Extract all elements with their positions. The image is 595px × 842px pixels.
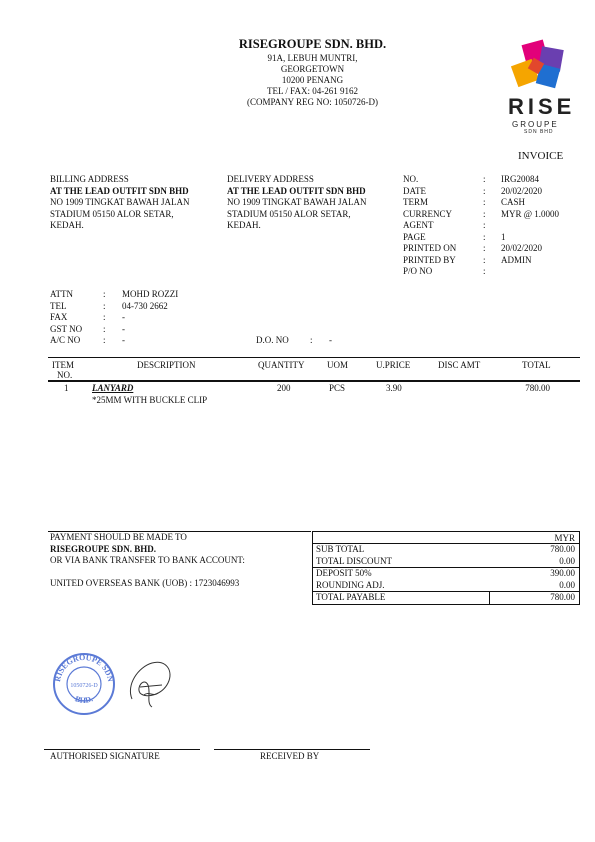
table-top-rule (48, 357, 580, 358)
handwritten-signature (118, 655, 178, 710)
meta-label: PAGE (403, 231, 426, 242)
billing-line-2: STADIUM 05150 ALOR SETAR, (50, 208, 174, 219)
cell-uom: PCS (329, 383, 346, 393)
contact-label: FAX (50, 312, 68, 322)
delivery-line-3: KEDAH. (227, 220, 261, 230)
rounding-label: ROUNDING ADJ. (316, 580, 385, 590)
meta-colon: : (483, 231, 486, 242)
subtotal-value: 780.00 (550, 544, 575, 554)
meta-value: CASH (501, 197, 526, 207)
meta-colon: : (483, 243, 486, 253)
cell-quantity: 200 (277, 383, 291, 393)
col-header-uom: UOM (327, 360, 349, 370)
meta-colon: : (483, 185, 486, 196)
authorised-signature-label: AUTHORISED SIGNATURE (50, 751, 160, 761)
col-header-quantity: QUANTITY (258, 360, 305, 370)
contact-row (50, 301, 210, 313)
contact-value: - (122, 323, 125, 334)
total-discount-label: TOTAL DISCOUNT (316, 556, 393, 566)
payment-bank: UNITED OVERSEAS BANK (UOB) : 1723046993 (50, 578, 240, 588)
meta-colon: : (483, 266, 486, 276)
contact-row (50, 312, 210, 324)
contact-label: TEL (50, 300, 67, 311)
totals-currency: MYR (554, 533, 575, 543)
contact-colon: : (103, 335, 106, 345)
payment-info (50, 532, 245, 590)
delivery-heading: DELIVERY ADDRESS (227, 174, 314, 184)
company-stamp (52, 652, 116, 716)
payment-company: RISEGROUPE SDN. BHD. (50, 543, 157, 554)
meta-label: PRINTED ON (403, 243, 457, 253)
col-header-disc: DISC AMT (438, 360, 481, 370)
contact-row (50, 335, 210, 347)
meta-value: ADMIN (501, 254, 532, 265)
meta-colon: : (483, 208, 486, 219)
meta-row (403, 209, 583, 221)
col-header-item-no: NO. (57, 370, 73, 380)
meta-value: MYR @ 1.0000 (501, 208, 560, 219)
received-by-label: RECEIVED BY (260, 751, 320, 761)
total-discount-value: 0.00 (559, 556, 575, 566)
meta-row (403, 255, 583, 267)
contact-colon: : (103, 289, 106, 299)
col-header-description: DESCRIPTION (137, 360, 196, 370)
contact-row (50, 324, 210, 336)
contact-label: GST NO (50, 323, 83, 334)
totals-box (312, 531, 580, 605)
meta-row (403, 186, 583, 198)
do-label: D.O. NO (256, 335, 289, 345)
cell-description: LANYARD (92, 383, 134, 393)
document-type: INVOICE (518, 150, 564, 162)
svg-text:RISEGROUPE SDN (53, 653, 115, 683)
meta-row (403, 197, 583, 209)
meta-row (403, 232, 583, 244)
deposit-label: DEPOSIT 50% (316, 568, 372, 578)
company-logo (500, 38, 580, 138)
delivery-name: AT THE LEAD OUTFIT SDN BHD (227, 185, 366, 196)
payment-line-1: PAYMENT SHOULD BE MADE TO (50, 532, 187, 542)
contact-label: ATTN (50, 289, 73, 299)
svg-text:BHD. (74, 694, 94, 705)
stamp-top-text: RISEGROUPE SDN (53, 652, 115, 683)
contact-value: - (122, 312, 125, 322)
contact-colon: : (103, 312, 106, 322)
contact-label: A/C NO (50, 335, 81, 345)
do-value: - (329, 335, 332, 345)
stamp-center-text: 1050726-D (70, 683, 98, 689)
contact-colon: : (103, 323, 106, 334)
table-header-rule (48, 380, 580, 382)
col-header-item: ITEM (52, 360, 74, 370)
meta-value: IRG20084 (501, 174, 539, 184)
billing-line-1: NO 1909 TINGKAT BAWAH JALAN (50, 197, 190, 207)
billing-address (50, 174, 189, 232)
meta-value: 20/02/2020 (501, 243, 543, 253)
cell-uprice: 3.90 (386, 383, 402, 393)
meta-row (403, 174, 583, 186)
total-payable-value: 780.00 (550, 592, 575, 602)
totals-payable-divider (489, 591, 490, 604)
contact-colon: : (103, 300, 106, 311)
logo-mark-icon (500, 38, 580, 100)
meta-row (403, 243, 583, 255)
meta-label: TERM (403, 197, 429, 207)
authorised-signature-line (44, 749, 200, 750)
company-address-2: GEORGETOWN (280, 64, 345, 74)
delivery-line-1: NO 1909 TINGKAT BAWAH JALAN (227, 197, 367, 207)
delivery-address (227, 174, 366, 232)
company-reg-no: (COMPANY REG NO: 1050726-D) (246, 97, 379, 107)
logo-sub2: SDN BHD (524, 129, 554, 135)
delivery-line-2: STADIUM 05150 ALOR SETAR, (227, 208, 351, 219)
meta-colon: : (483, 197, 486, 207)
cell-total: 780.00 (525, 383, 550, 393)
contact-value: MOHD ROZZI (122, 289, 179, 299)
col-header-uprice: U.PRICE (376, 360, 411, 370)
total-payable-label: TOTAL PAYABLE (316, 592, 386, 602)
meta-label: AGENT (403, 220, 434, 230)
contact-row (50, 289, 210, 301)
subtotal-label: SUB TOTAL (316, 544, 365, 554)
billing-line-3: KEDAH. (50, 220, 84, 230)
meta-colon: : (483, 220, 486, 230)
meta-row (403, 220, 583, 232)
contact-value: 04-730 2662 (122, 300, 168, 311)
meta-colon: : (483, 174, 486, 184)
meta-label: CURRENCY (403, 208, 453, 219)
cell-note: *25MM WITH BUCKLE CLIP (92, 395, 208, 405)
stamp-bottom-text: BHD. (73, 694, 95, 705)
cell-item: 1 (64, 383, 69, 393)
company-name: RISEGROUPE SDN. BHD. (238, 37, 387, 51)
meta-value: 20/02/2020 (501, 185, 543, 196)
meta-row (403, 266, 583, 278)
do-colon: : (310, 335, 313, 345)
contact-block (50, 289, 210, 347)
logo-sub: GROUPE (512, 120, 559, 129)
meta-value: 1 (501, 231, 506, 242)
rounding-value: 0.00 (559, 580, 575, 590)
company-tel-fax: TEL / FAX: 04-261 9162 (267, 86, 358, 96)
meta-label: NO. (403, 174, 419, 184)
col-header-total: TOTAL (522, 360, 551, 370)
received-by-line (214, 749, 370, 750)
company-address-1: 91A, LEBUH MUNTRI, (267, 53, 358, 63)
billing-heading: BILLING ADDRESS (50, 174, 129, 184)
meta-label: P/O NO (403, 266, 433, 276)
deposit-value: 390.00 (550, 568, 575, 578)
payment-line-2: OR VIA BANK TRANSFER TO BANK ACCOUNT: (50, 555, 245, 565)
company-address-3: 10200 PENANG (281, 75, 344, 85)
invoice-meta (403, 174, 583, 279)
meta-colon: : (483, 254, 486, 265)
contact-value: - (122, 335, 125, 345)
billing-name: AT THE LEAD OUTFIT SDN BHD (50, 185, 189, 196)
logo-word: RISE (508, 94, 576, 119)
meta-label: DATE (403, 185, 426, 196)
do-number (256, 335, 332, 345)
meta-label: PRINTED BY (403, 254, 456, 265)
